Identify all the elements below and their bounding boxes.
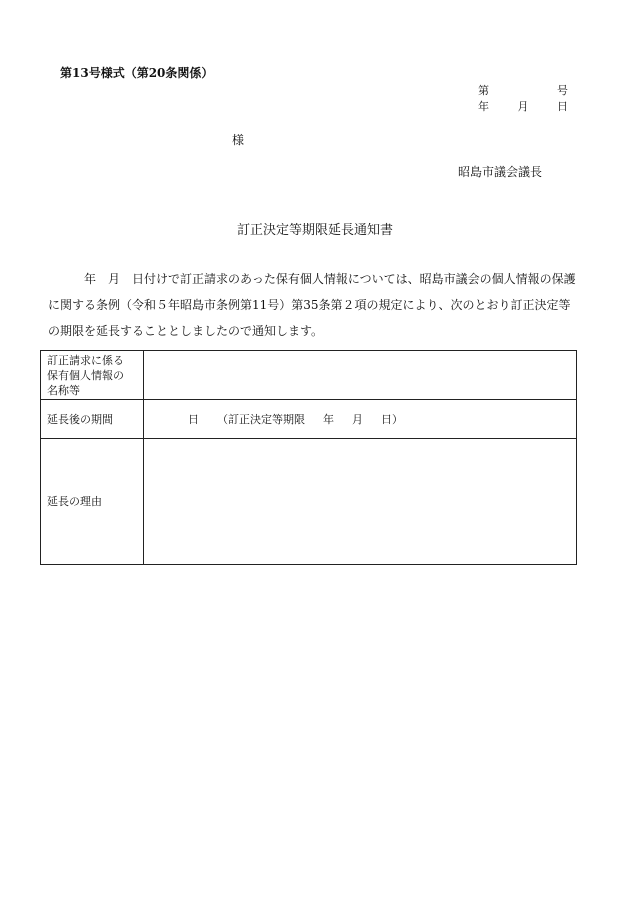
info-name-label: [41, 351, 144, 400]
extended-period-value[interactable]: [144, 400, 577, 439]
number-prefix: 第: [478, 84, 489, 97]
period-day-close: 日）: [381, 413, 403, 426]
period-day: 日: [188, 413, 199, 426]
body-line-1: 年 月 日付けで訂正請求のあった保有個人情報については、昭島市議会の個人情報の保護: [48, 272, 576, 286]
document-number-line: [478, 82, 568, 98]
document-date-line: [478, 98, 568, 114]
table-row-info-name: [41, 351, 577, 400]
date-year: 年: [478, 100, 489, 113]
number-suffix: 号: [557, 84, 568, 97]
extension-info-table: [40, 350, 577, 565]
extension-reason-value[interactable]: [144, 439, 577, 565]
body-line-3: の期限を延長することとしましたので通知します。: [48, 324, 324, 338]
info-name-label-line-3: 名称等: [47, 383, 80, 397]
date-month: 月: [517, 100, 529, 113]
addressee: 様: [232, 133, 245, 147]
document-title: 訂正決定等期限延長通知書: [236, 223, 393, 238]
info-name-label-line-1: 訂正請求に係る: [47, 353, 124, 367]
extension-reason-label: 延長の理由: [41, 439, 144, 565]
period-month: 月: [352, 413, 363, 426]
info-name-value[interactable]: [144, 351, 577, 400]
table-row-extension-reason: [41, 439, 577, 565]
table-row-extended-period: [41, 400, 577, 439]
body-line-2: に関する条例（令和５年昭島市条例第11号）第35条第２項の規定により、次のとおり訂正決定等: [48, 298, 571, 312]
info-name-label-line-2: 保有個人情報の: [47, 368, 124, 382]
period-deadline-label: （訂正決定等期限: [217, 413, 305, 426]
extended-period-label: 延長後の期間: [41, 400, 144, 439]
sender: 昭島市議会議長: [458, 165, 543, 179]
body-text: [48, 266, 583, 344]
period-year: 年: [323, 413, 334, 426]
form-number: 第13号様式（第20条関係）: [60, 66, 214, 80]
date-day: 日: [557, 100, 568, 113]
